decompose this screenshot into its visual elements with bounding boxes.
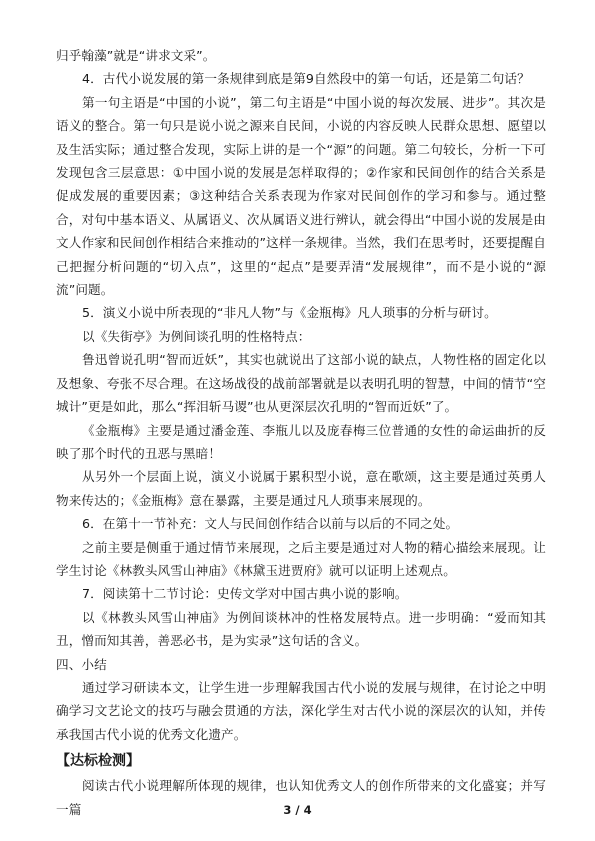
page-number: 3 / 4 bbox=[283, 803, 312, 817]
paragraph-8: 从另外一个层面上说，演义小说属于累积型小说，意在歌颂，这主要是通过英勇人物来传达的；《金瓶梅》意在暴露，主要是通过凡人琐事来展现的。 bbox=[56, 469, 546, 508]
paragraph-4: 5．演义小说中所表现的“非凡人物”与《金瓶梅》凡人琐事的分析与研讨。 bbox=[82, 305, 497, 321]
paragraph-12: 以《林教头风雪山神庙》为例间谈林冲的性格发展特点。进一步明确：“爱而知其丑，憎而知其善，善恶必书，是为实录”这句话的含义。 bbox=[56, 609, 546, 649]
paragraph-7: 《金瓶梅》主要是通过潘金莲、李瓶儿以及庞春梅三位普通的女性的命运曲折的反映了那个时代的丑恶与黑暗！ bbox=[56, 422, 546, 461]
paragraph-5: 以《失街亭》为例间谈孔明的性格特点： bbox=[82, 328, 311, 344]
paragraph-final: 阅读古代小说理解所体现的规律，也认知优秀文人的创作所带来的文化盛宴；并写一篇 bbox=[56, 778, 546, 817]
document-body bbox=[56, 44, 546, 821]
paragraph-10: 之前主要是侧重于通过情节来展现，之后主要是通过对人物的精心描绘来展现。让学生讨论《林教头风雪山神庙》《林黛玉进贾府》就可以证明上述观点。 bbox=[56, 539, 546, 578]
paragraph-1: 归乎翰藻”就是“讲求文采”。 bbox=[56, 48, 216, 63]
paragraph-6: 鲁迅曾说孔明“智而近妖”，其实也就说出了这部小说的缺点，人物性格的固定化以及想象、夸张不尽合理。在这场战役的战前部署就是以表明孔明的智慧，中间的情节“空城计”更是如此，那么“挥泪斩马谡”也从更深层次孔明的“智而近妖”了。 bbox=[56, 352, 546, 415]
paragraph-summary: 通过学习研读本文，让学生进一步理解我国古代小说的发展与规律，在讨论之中明确学习文艺论文的技巧与融会贯通的方法，深化学生对古代小说的深层次的认知，并传承我国古代小说的优秀文化遗产。 bbox=[56, 679, 546, 742]
paragraph-2: 4．古代小说发展的第一条规律到底是第9自然段中的第一句话，还是第二句话？ bbox=[82, 71, 530, 87]
paragraph-3: 第一句主语是“中国的小说”，第二句主语是“中国小说的每次发展、进步”。其次是语义的整合。第一句只是说小说之源来自民间，小说的内容反映人民群众思想、愿望以及生活实际；通过整合发现，实际上讲的是一个“源”的问题。第二句较长，分析一下可发现包含三层意思：①中国小说的发展是怎样取得的；②作家和民间创作的结合关系是促成发展的重要因素；③这种结合关系表现为作家对民间创作的学习和参与。通过整合，对句中基本语义、从属语义、次从属语义进行辨认，就会得出“中国小说的发展是由文人作家和民间创作相结合来推动的”这样一条规律。当然，我们在思考时，还要提醒自己把握分析问题的“切入点”，这里的“起点”是要弄清“发展规律”，而不是小说的“源流”问题。 bbox=[56, 94, 546, 298]
summary-heading: 四、小结 bbox=[56, 656, 107, 672]
section-heading: 【达标检测】 bbox=[56, 753, 140, 770]
paragraph-9: 6．在第十一节补充：文人与民间创作结合以前与以后的不同之处。 bbox=[82, 516, 459, 532]
paragraph-11: 7．阅读第十二节讨论：史传文学对中国古典小说的影响。 bbox=[82, 586, 408, 602]
